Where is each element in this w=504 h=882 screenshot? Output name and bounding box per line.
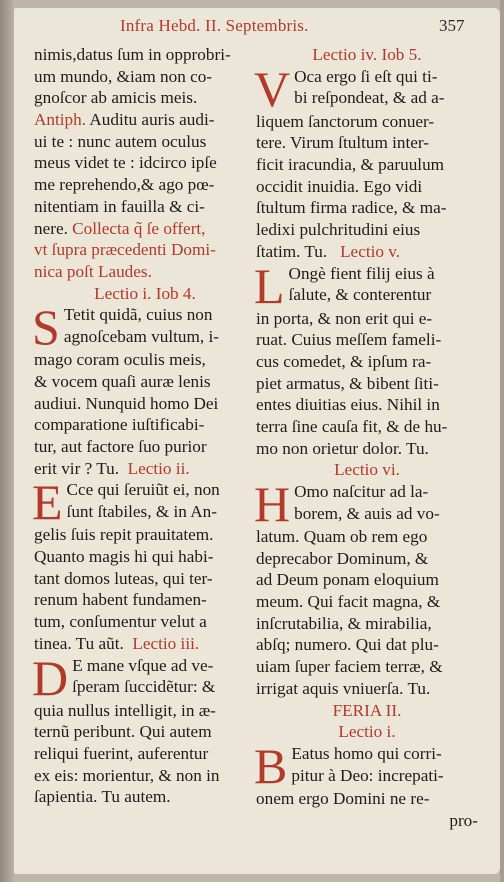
text-line: Oca ergo ſi eſt qui ti-	[294, 66, 438, 86]
text-line: terra ſine cauſa fit, & de hu-	[256, 416, 448, 436]
text-line: Eatus homo qui corri-	[291, 743, 442, 763]
text-line: tere. Virum ſtultum inter-	[256, 133, 430, 153]
lectio-heading: Lectio ii.	[127, 458, 190, 478]
text-line	[34, 458, 256, 480]
text-line: & vocem quaſi auræ lenis	[34, 371, 211, 391]
text-line: Tetit quidã, cuius non	[63, 305, 213, 325]
text-line: ternũ peribunt. Qui autem	[34, 722, 212, 742]
text-line: E mane vſque ad ve-	[72, 655, 214, 675]
drop-capital: H	[254, 476, 291, 532]
rubric: Collecta q̃ ſe offert,	[67, 218, 206, 238]
text-line: abſq; numero. Qui dat plu-	[256, 635, 439, 655]
text-line: deprecabor Dominum, &	[256, 548, 429, 568]
reading-block	[32, 474, 256, 531]
page-edge	[500, 0, 504, 882]
antiphon-line	[34, 109, 256, 131]
text-line: ex eis: morientur, & non in	[34, 765, 220, 785]
text-line: agnoſcebam vultum, i-	[63, 326, 219, 346]
binding-gutter	[0, 0, 14, 882]
lectio-heading: Lectio vi.	[334, 460, 400, 480]
text-line: mo non orietur dolor. Tu.	[256, 438, 429, 458]
text-line: piet armatus, & bibent ſiti-	[256, 373, 439, 393]
text-line: tant domos luteas, qui ter-	[34, 568, 213, 588]
text-line: ſunt ſtabiles, & in An-	[66, 502, 217, 522]
text-line	[256, 241, 478, 263]
text-line: latum. Quam ob rem ego	[256, 527, 428, 546]
text-line: mago coram oculis meis,	[34, 350, 206, 370]
collecta-line	[34, 218, 256, 240]
text-line: Cce qui ſeruiũt ei, non	[66, 480, 220, 500]
lectio-heading: Lectio iii.	[132, 633, 200, 653]
text-line: tum, conſumentur velut a	[34, 612, 207, 632]
reading-block	[32, 649, 256, 706]
text-line: inſcrutabilia, & mirabilia,	[256, 613, 432, 633]
text-fragment: erit vir ? Tu.	[34, 458, 119, 478]
text-line: ruat. Cuius meſſem fameli-	[256, 330, 442, 350]
text-line: pitur à Deo: increpati-	[291, 765, 444, 785]
text-line: nitentiam in fauilla & ci-	[34, 196, 205, 216]
drop-capital: L	[254, 257, 285, 314]
text-line: occidit inuidia. Ego vidi	[256, 176, 423, 196]
text-line: ſapientia. Tu autem.	[34, 787, 171, 807]
text-fragment: nere.	[34, 218, 68, 238]
text-line: borem, & auis ad vo-	[294, 503, 440, 523]
lectio-heading: Lectio v.	[340, 241, 401, 261]
text-line: me reprehendo,& ago pœ-	[34, 175, 215, 195]
drop-capital: B	[254, 737, 288, 794]
text-fragment: ſtatim. Tu.	[256, 241, 328, 261]
rubric-line: vt ſupra præcedenti Domi-	[34, 240, 216, 260]
text-line: ſperam ſuccidẽtur: &	[72, 677, 216, 697]
text-line: meum. Qui facit magna, &	[256, 592, 441, 612]
reading-block	[254, 476, 478, 532]
text-line: ad Deum ponam eloquium	[256, 570, 439, 590]
reading-block	[254, 60, 478, 117]
reading-block	[254, 257, 478, 314]
text-line: gelis ſuis repit prauitatem.	[34, 525, 214, 545]
text-line: ſtultum firma radice, & ma-	[256, 198, 447, 218]
rubric-line: nica poſt Laudes.	[34, 261, 152, 281]
text-line: Omo naſcitur ad la-	[294, 482, 429, 501]
page-number: 357	[439, 16, 465, 35]
lectio-heading: Lectio i. Iob 4.	[94, 283, 196, 303]
text-line: meus videt te : idcirco ipſe	[34, 153, 217, 173]
reading-block	[254, 737, 478, 794]
lectio-heading: Lectio i.	[338, 722, 396, 742]
text-line: renum habent fundamen-	[34, 590, 207, 610]
drop-capital: S	[32, 299, 60, 356]
text-line: reliqui fuerint, auferentur	[34, 743, 209, 763]
text-line: in porta, & non erit qui e-	[256, 308, 433, 328]
text-line: ledixi pulchritudini eius	[256, 220, 421, 240]
right-column	[256, 44, 478, 831]
text-line: Ongè fient filij eius à	[288, 263, 435, 283]
text-line: irrigat aquis vniuerſa. Tu.	[256, 678, 431, 698]
text-line: uiam ſuper faciem terræ, &	[256, 657, 443, 677]
text-line: liquem ſanctorum conuer-	[256, 111, 435, 131]
text-line: Quanto magis hi qui habi-	[34, 547, 214, 567]
text-line: bi reſpondeat, & ad a-	[294, 88, 445, 108]
text-line: tur, aut factore ſuo purior	[34, 437, 207, 456]
left-column	[34, 44, 256, 808]
text-line: entes diuitias eius. Nihil in	[256, 395, 440, 415]
catchword: pro-	[449, 810, 478, 830]
text-line: um mundo, &iam non co-	[34, 66, 213, 86]
drop-capital: E	[32, 474, 63, 531]
drop-capital: V	[254, 60, 291, 117]
text-line: audiui. Nunquid homo Dei	[34, 393, 219, 413]
text-line: onem ergo Domini ne re-	[256, 788, 430, 808]
antiphon-label: Antiph.	[34, 110, 87, 130]
text-line: ui te : nunc autem oculus	[34, 131, 207, 151]
drop-capital: D	[32, 649, 69, 706]
lectio-heading: Lectio iv. Iob 5.	[312, 45, 422, 64]
text-line: gnoſcor ab amicis meis.	[34, 88, 198, 108]
reading-block	[32, 299, 256, 356]
antiphon-text: Auditu auris audi-	[86, 110, 215, 130]
feria-heading: FERIA II.	[332, 700, 402, 720]
text-fragment: tinea. Tu aũt.	[34, 633, 124, 653]
text-line: quia nullus intelligit, in æ-	[34, 700, 216, 720]
text-line: ficit iracundia, & paruulum	[256, 155, 445, 175]
running-title: Infra Hebd. II. Septembris.	[120, 16, 309, 35]
text-line: nimis,datus ſum in opprobri-	[34, 45, 231, 64]
text-line: cus comedet, & ipſum ra-	[256, 351, 432, 371]
text-line: ſalute, & conterentur	[288, 285, 432, 305]
text-line: comparatione iuſtificabi-	[34, 415, 205, 435]
